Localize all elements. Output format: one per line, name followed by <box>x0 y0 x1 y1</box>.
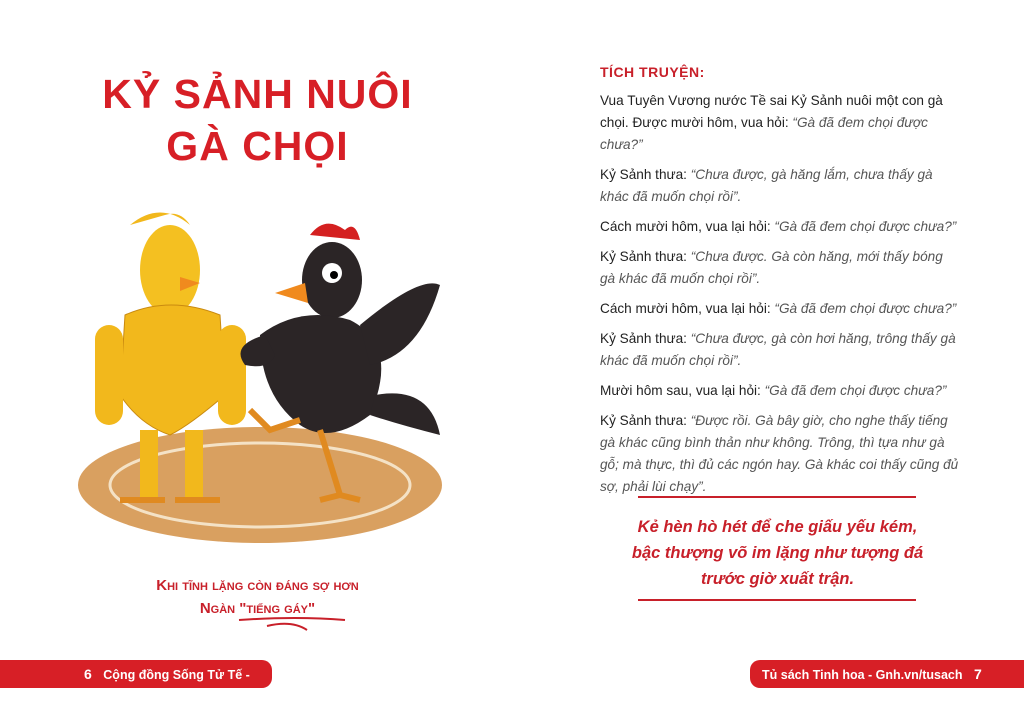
page-title <box>60 68 455 172</box>
story-paragraph <box>600 328 960 372</box>
footer-text-left: Cộng đồng Sống Tử Tế - Gnh.vn <box>76 668 250 710</box>
dialogue: “Gà đã đem chọi được chưa?” <box>774 219 957 234</box>
swoosh-underline-icon <box>237 616 347 634</box>
dialogue: “Chưa được, gà còn hơi hăng, trông thấy gà khác đã muốn chọi rồi”. <box>600 331 956 368</box>
story-paragraph <box>600 298 960 320</box>
quote-line-2: bậc thượng võ im lặng như tượng đá <box>631 544 924 562</box>
right-footer <box>750 660 1024 688</box>
quote-divider-bottom <box>638 599 916 601</box>
story-paragraph <box>600 216 960 238</box>
story-paragraph <box>600 164 960 208</box>
narration: Kỷ Sảnh thưa: <box>600 167 691 182</box>
page-number-right: 7 <box>973 666 982 682</box>
pull-quote <box>610 514 945 592</box>
subtitle-line-1: Khi tĩnh lặng còn đáng sợ hơn <box>156 577 359 594</box>
dialogue: “Chưa được. Gà còn hăng, mới thấy bóng gà khác đã muốn chọi rồi”. <box>600 249 943 286</box>
subtitle <box>60 574 455 620</box>
narration: Kỷ Sảnh thưa: <box>600 331 691 346</box>
story-paragraph <box>600 246 960 290</box>
narration: Vua Tuyên Vương nước Tề sai Kỷ Sảnh nuôi một con gà chọi. Được mười hôm, vua hỏi: <box>600 93 943 130</box>
quote-line-1: Kẻ hèn hò hét để che giấu yếu kém, <box>637 518 918 536</box>
title-line-1: KỶ SẢNH NUÔI <box>102 71 413 117</box>
subtitle-line-2: Ngàn "tiếng gáy" <box>199 600 316 617</box>
footer-text-right: Tủ sách Tinh hoa - Gnh.vn/tusach <box>762 668 963 682</box>
dialogue: “Chưa được, gà hăng lắm, chưa thấy gà khác đã muốn chọi rồi”. <box>600 167 933 204</box>
narration: Cách mười hôm, vua lại hỏi: <box>600 219 775 234</box>
story-text <box>600 90 960 506</box>
dialogue: “Được rồi. Gà bây giờ, cho nghe thấy tiếng gà khác cũng bình thản như không. Trông, thì tựa như gà gỗ; mà thực, thì đủ các ngón hay. Gà khác coi thấy cũng đủ sợ, phải lùi chạy”. <box>600 413 959 494</box>
dialogue: “Gà đã đem chọi được chưa?” <box>600 115 928 152</box>
narration: Cách mười hôm, vua lại hỏi: <box>600 301 775 316</box>
dialogue: “Gà đã đem chọi được chưa?” <box>774 301 957 316</box>
fighting-roosters-illustration <box>70 195 450 550</box>
story-paragraph <box>600 90 960 156</box>
title-line-2: GÀ CHỌI <box>166 123 349 169</box>
narration: Mười hôm sau, vua lại hỏi: <box>600 383 765 398</box>
story-paragraph <box>600 380 960 402</box>
narration: Kỷ Sảnh thưa: <box>600 249 691 264</box>
page-number-left: 6 <box>84 666 92 682</box>
dialogue: “Gà đã đem chọi được chưa?” <box>764 383 947 398</box>
quote-divider-top <box>638 496 916 498</box>
narration: Kỷ Sảnh thưa: <box>600 413 691 428</box>
left-footer <box>0 660 272 710</box>
story-paragraph <box>600 410 960 498</box>
section-heading: TÍCH TRUYỆN: <box>600 64 705 80</box>
quote-line-3: trước giờ xuất trận. <box>700 570 855 588</box>
